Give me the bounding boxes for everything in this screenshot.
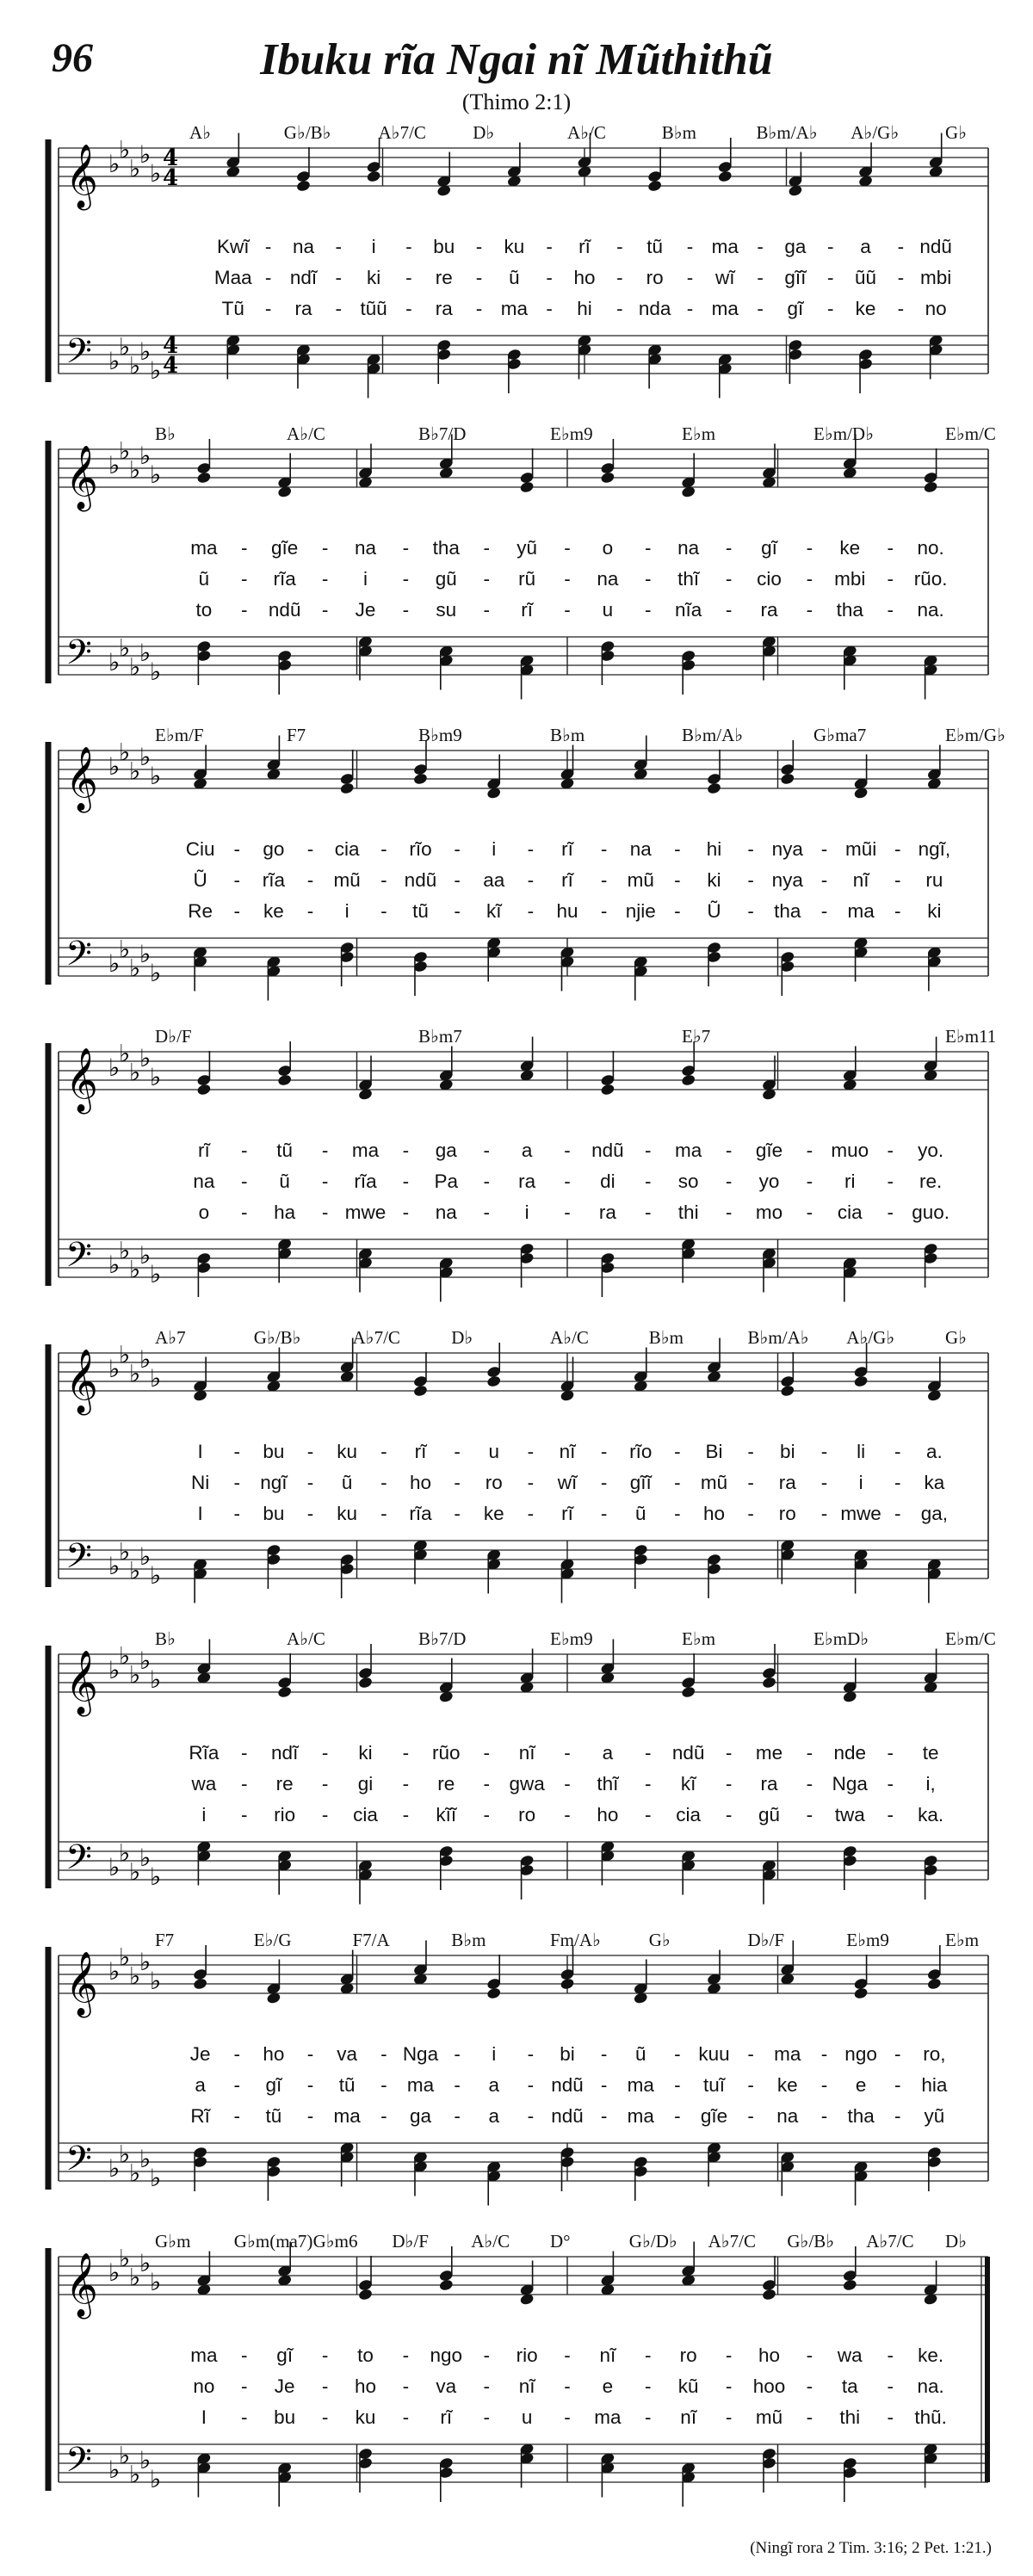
flat-icon: ♭ — [119, 135, 131, 164]
flat-icon: ♭ — [139, 1044, 152, 1072]
flat-icon: ♭ — [139, 442, 152, 470]
staff-lines — [0, 1026, 1033, 1331]
chord-symbol: A♭7/C — [378, 122, 426, 143]
bass-clef-icon: 𝄢 — [65, 934, 92, 982]
flat-icon: ♭ — [108, 648, 121, 676]
flat-icon: ♭ — [139, 2145, 152, 2173]
chord-symbol: F7 — [155, 1930, 175, 1950]
treble-clef-icon: 𝄞 — [65, 2253, 98, 2317]
flat-icon: ♭ — [119, 1943, 131, 1972]
music-system-7: 𝄞 𝄢 ♭ ♭ ♭ ♭ ♭ ♭ ♭ ♭ ♭ ♭ F7 E♭/G F7/A B♭m Fm/A♭ G♭ D♭/F E♭m9 E♭m Je - ho - va - Nga - i - bi - ũ - kuu - ma - ngo - ro, a - gĩ - tũ - ma - a - ndũ - ma - tuĩ - ke - e - hia Rĩ - tũ - ma - ga - a - ndũ - ma - gĩe - na - tha - yũ — [0, 1930, 1033, 2235]
notehead — [923, 480, 938, 493]
flat-icon: ♭ — [129, 1857, 141, 1887]
notehead — [358, 1676, 374, 1689]
flat-icon: ♭ — [139, 1345, 152, 1374]
music-system-6: 𝄞 𝄢 ♭ ♭ ♭ ♭ ♭ ♭ ♭ ♭ ♭ ♭ B♭ A♭/C B♭7/D E♭m9 E♭m E♭mD♭ E♭m/C Rĩa - ndĩ - ki - rũo - nĩ - a - ndũ - me - nde - te wa - re - gi - re - gwa - thĩ - kĩ - ra - Nga - i, i - rio - cia - kĩĩ - ro - ho - cia - gũ - twa - ka. — [0, 1628, 1033, 1934]
flat-icon: ♭ — [108, 2258, 121, 2287]
flat-icon: ♭ — [150, 1364, 162, 1393]
flat-icon: ♭ — [108, 949, 121, 978]
chord-symbol: F7 — [287, 725, 306, 745]
notehead — [600, 1083, 615, 1096]
treble-clef-icon: 𝄞 — [65, 1048, 98, 1112]
chord-symbol: G♭ — [945, 122, 968, 143]
chord-symbol: B♭m — [648, 1327, 684, 1348]
chord-symbol: G♭ — [945, 1327, 968, 1348]
chord-symbol: G♭m6 — [312, 2231, 358, 2252]
staff-lines — [0, 2231, 1033, 2536]
chord-symbol: G♭ — [648, 1930, 671, 1950]
chord-symbol: E♭m — [682, 1628, 716, 1649]
flat-icon: ♭ — [119, 1641, 131, 1671]
flat-icon: ♭ — [150, 658, 162, 686]
staff-lines — [0, 1327, 1033, 1633]
notehead — [277, 1685, 293, 1698]
chord-symbol: E♭m — [945, 1930, 980, 1950]
bass-clef-icon: 𝄢 — [65, 1838, 92, 1886]
notehead — [413, 772, 429, 785]
notehead — [438, 2278, 454, 2291]
time-signature-bottom: 4 — [162, 165, 179, 191]
flat-icon: ♭ — [129, 954, 141, 983]
flat-icon: ♭ — [108, 2154, 121, 2183]
chord-symbol: E♭m/F — [155, 725, 204, 745]
flat-icon: ♭ — [150, 1665, 162, 1694]
staff-lines — [0, 1930, 1033, 2235]
flat-icon: ♭ — [139, 2446, 152, 2474]
flat-icon: ♭ — [129, 652, 141, 682]
chord-symbol: A♭/G♭ — [851, 122, 900, 143]
chord-symbol: A♭ — [189, 122, 212, 143]
flat-icon: ♭ — [129, 1556, 141, 1585]
flat-icon: ♭ — [150, 1863, 162, 1891]
notehead — [842, 2278, 857, 2291]
treble-clef-icon: 𝄞 — [65, 1952, 98, 2016]
flat-icon: ♭ — [108, 1552, 121, 1580]
flat-icon: ♭ — [139, 1948, 152, 1976]
flat-icon: ♭ — [108, 2456, 121, 2484]
flat-icon: ♭ — [129, 2263, 141, 2292]
flat-icon: ♭ — [150, 159, 162, 188]
scripture-reference: (Thimo 2:1) — [461, 90, 572, 114]
chord-symbol: E♭m/D♭ — [813, 423, 874, 444]
chord-symbol: B♭m/A♭ — [682, 725, 744, 745]
chord-symbol: E♭m9 — [846, 1930, 889, 1950]
treble-clef-icon: 𝄞 — [65, 145, 98, 208]
notehead — [707, 781, 722, 794]
flat-icon: ♭ — [119, 633, 131, 663]
flat-icon: ♭ — [139, 1241, 152, 1269]
flat-icon: ♭ — [108, 1251, 121, 1279]
flat-icon: ♭ — [150, 460, 162, 489]
chord-symbol: D♭ — [473, 122, 495, 143]
flat-icon: ♭ — [108, 1053, 121, 1082]
notehead — [780, 772, 795, 785]
treble-clef-icon: 𝄞 — [65, 446, 98, 510]
notehead — [647, 179, 663, 192]
flat-icon: ♭ — [150, 2268, 162, 2296]
flat-icon: ♭ — [129, 1359, 141, 1388]
bass-clef-icon: 𝄢 — [65, 2139, 92, 2187]
chord-symbol: A♭/C — [471, 2231, 510, 2252]
flat-icon: ♭ — [108, 1656, 121, 1684]
flat-icon: ♭ — [119, 1039, 131, 1068]
flat-icon: ♭ — [139, 940, 152, 968]
chord-symbol: B♭7/D — [418, 1628, 467, 1649]
footnote-references: (Ningĩ rora 2 Tim. 3:16; 2 Pet. 1:21.) — [750, 2539, 992, 2557]
notehead — [196, 471, 212, 484]
flat-icon: ♭ — [150, 762, 162, 790]
chord-symbol: A♭/C — [287, 1628, 325, 1649]
flat-icon: ♭ — [108, 1355, 121, 1383]
flat-icon: ♭ — [119, 738, 131, 767]
chord-symbol: D° — [550, 2231, 571, 2252]
chord-symbol: D♭ — [945, 2231, 968, 2252]
chord-symbol: D♭/F — [155, 1026, 192, 1047]
flat-icon: ♭ — [129, 1058, 141, 1087]
notehead — [762, 1676, 777, 1689]
staff-lines — [0, 423, 1033, 729]
bass-clef-icon: 𝄢 — [65, 2440, 92, 2488]
bass-clef-icon: 𝄢 — [65, 633, 92, 681]
chord-symbol: B♭m — [451, 1930, 486, 1950]
flat-icon: ♭ — [108, 1853, 121, 1881]
chord-symbol: A♭7/C — [866, 2231, 914, 2252]
notehead — [560, 1977, 575, 1990]
flat-icon: ♭ — [129, 2159, 141, 2188]
flat-icon: ♭ — [150, 1260, 162, 1288]
chord-symbol: E♭7 — [682, 1026, 711, 1047]
notehead — [926, 1977, 942, 1990]
music-system-3: 𝄞 𝄢 ♭ ♭ ♭ ♭ ♭ ♭ ♭ ♭ ♭ ♭ E♭m/F F7 B♭m9 B♭m B♭m/A♭ G♭ma7 E♭m/G♭ Ciu - go - cia - rĩo - i - rĩ - na - hi - nya - mũi - ngĩ, Ũ - rĩa - mũ - ndũ - aa - rĩ - mũ - ki - nya - nĩ - ru Re - ke - i - tũ - kĩ - hu - njie - Ũ - tha - ma - ki — [0, 725, 1033, 1030]
notehead — [196, 1083, 212, 1096]
chord-symbol: D♭ — [451, 1327, 473, 1348]
flat-icon: ♭ — [150, 2465, 162, 2493]
treble-clef-icon: 𝄞 — [65, 1350, 98, 1413]
chord-symbol: E♭m/G♭ — [945, 725, 1005, 745]
chord-symbol: A♭/C — [550, 1327, 589, 1348]
staff-lines — [0, 725, 1033, 1030]
time-signature-bottom: 4 — [162, 353, 179, 379]
notehead — [780, 1384, 795, 1397]
chord-symbol: E♭m9 — [550, 1628, 593, 1649]
flat-icon: ♭ — [108, 752, 121, 781]
chord-symbol: D♭/F — [392, 2231, 429, 2252]
chord-symbol: A♭/C — [287, 423, 325, 444]
chord-symbol: B♭ — [155, 423, 176, 444]
flat-icon: ♭ — [150, 1967, 162, 1995]
flat-icon: ♭ — [119, 436, 131, 466]
chord-symbol: D♭/F — [747, 1930, 785, 1950]
bass-clef-icon: 𝄢 — [65, 331, 92, 380]
flat-icon: ♭ — [119, 1236, 131, 1265]
chord-symbol: A♭/C — [567, 122, 606, 143]
flat-icon: ♭ — [139, 743, 152, 771]
flat-icon: ♭ — [119, 2441, 131, 2470]
chord-symbol: E♭m11 — [945, 1026, 997, 1047]
chord-symbol: G♭m(ma7) — [233, 2231, 313, 2252]
notehead — [413, 1384, 429, 1397]
flat-icon: ♭ — [129, 154, 141, 183]
flat-icon: ♭ — [139, 1542, 152, 1571]
flat-icon: ♭ — [139, 1844, 152, 1872]
flat-icon: ♭ — [119, 1537, 131, 1566]
chord-symbol: E♭m/C — [945, 423, 996, 444]
flat-icon: ♭ — [129, 351, 141, 380]
chord-symbol: A♭7/C — [352, 1327, 400, 1348]
chord-symbol: B♭m/A♭ — [756, 122, 818, 143]
flat-icon: ♭ — [129, 757, 141, 786]
music-system-2: 𝄞 𝄢 ♭ ♭ ♭ ♭ ♭ ♭ ♭ ♭ ♭ ♭ B♭ A♭/C B♭7/D E♭m9 E♭m E♭m/D♭ E♭m/C ma - gĩe - na - tha - yũ - o - na - gĩ - ke - no. ũ - rĩa - i - gũ - rũ - na - thĩ - cio - mbi - rũo. to - ndũ - Je - su - rĩ - u - nĩa - ra - tha - na. — [0, 423, 1033, 729]
chord-symbol: E♭m — [682, 423, 716, 444]
chord-symbol: B♭m — [550, 725, 585, 745]
flat-icon: ♭ — [150, 1561, 162, 1590]
chord-symbol: B♭m9 — [418, 725, 462, 745]
treble-clef-icon: 𝄞 — [65, 1651, 98, 1714]
notehead — [193, 1977, 208, 1990]
chord-symbol: B♭m7 — [418, 1026, 462, 1047]
flat-icon: ♭ — [150, 959, 162, 987]
flat-icon: ♭ — [139, 639, 152, 667]
flat-icon: ♭ — [119, 1340, 131, 1369]
flat-icon: ♭ — [119, 1838, 131, 1868]
chord-symbol: A♭/G♭ — [846, 1327, 895, 1348]
chord-symbol: B♭7/D — [418, 423, 467, 444]
flat-icon: ♭ — [139, 2249, 152, 2277]
time-signature-top: 4 — [162, 145, 179, 171]
chord-symbol: E♭m/C — [945, 1628, 996, 1649]
notehead — [681, 1073, 696, 1086]
flat-icon: ♭ — [139, 337, 152, 366]
flat-icon: ♭ — [129, 2460, 141, 2489]
treble-clef-icon: 𝄞 — [65, 747, 98, 811]
chord-symbol: G♭ma7 — [813, 725, 867, 745]
chord-symbol: G♭/B♭ — [253, 1327, 301, 1348]
notehead — [486, 1986, 502, 1999]
flat-icon: ♭ — [129, 1961, 141, 1991]
flat-icon: ♭ — [108, 1957, 121, 1986]
hymn-number: 96 — [52, 35, 93, 81]
hymn-header — [0, 0, 1033, 112]
flat-icon: ♭ — [150, 2164, 162, 2192]
music-system-8: 𝄞 𝄢 ♭ ♭ ♭ ♭ ♭ ♭ ♭ ♭ ♭ ♭ G♭m G♭m(ma7) G♭m6 D♭/F A♭/C D° G♭/D♭ A♭7/C G♭/B♭ A♭7/C D♭ ma - gĩ - to - ngo - rio - nĩ - ro - ho - wa - ke. no - Je - ho - va - nĩ - e - kũ - hoo - ta - na. I - bu - ku - rĩ - u - ma - nĩ - mũ - thi - thũ. — [0, 2231, 1033, 2536]
chord-symbol: A♭7/C — [708, 2231, 757, 2252]
chord-symbol: B♭m/A♭ — [747, 1327, 809, 1348]
flat-icon: ♭ — [108, 150, 121, 178]
notehead — [681, 1685, 696, 1698]
music-system-4: 𝄞 𝄢 ♭ ♭ ♭ ♭ ♭ ♭ ♭ ♭ ♭ ♭ D♭/F B♭m7 E♭7 E♭m11 rĩ - tũ - ma - ga - a - ndũ - ma - gĩe - muo - yo. na - ũ - rĩa - Pa - ra - di - so - yo - ri - re. o - ha - mwe - na - i - ra - thi - mo - cia - guo. — [0, 1026, 1033, 1331]
notehead — [486, 1374, 502, 1387]
chord-symbol: E♭mD♭ — [813, 1628, 869, 1649]
chord-symbol: B♭m — [661, 122, 696, 143]
chord-symbol: G♭m — [155, 2231, 191, 2252]
chord-symbol: F7/A — [352, 1930, 390, 1950]
chord-symbol: G♭/B♭ — [283, 122, 331, 143]
bass-clef-icon: 𝄢 — [65, 1536, 92, 1585]
notehead — [600, 471, 615, 484]
chord-symbol: E♭m9 — [550, 423, 593, 444]
music-system-1: 𝄞 𝄢 ♭ ♭ ♭ ♭ ♭ ♭ ♭ ♭ ♭ ♭ 4 4 4 4 A♭ G♭/B♭ A♭7/C D♭ A♭/C B♭m B♭m/A♭ A♭/G♭ G♭ Kwĩ - na - i - bu - ku - rĩ - tũ - ma - ga - a - ndũ Maa - ndĩ - ki - re - ũ - ho - ro - wĩ - gĩĩ - ũũ - mbi Tũ - ra - tũũ - ra - ma - hi - nda - ma - gĩ - ke - no — [0, 122, 1033, 428]
chord-symbol: Fm/A♭ — [550, 1930, 601, 1950]
time-signature-top: 4 — [162, 333, 179, 359]
flat-icon: ♭ — [119, 2140, 131, 2169]
bass-clef-icon: 𝄢 — [65, 1235, 92, 1283]
notehead — [717, 170, 733, 182]
flat-icon: ♭ — [119, 2244, 131, 2273]
flat-icon: ♭ — [119, 332, 131, 361]
chord-symbol: G♭/B♭ — [787, 2231, 835, 2252]
chord-symbol: G♭/D♭ — [628, 2231, 677, 2252]
chord-symbol: A♭7 — [155, 1327, 186, 1348]
hymn-title: Ibuku rĩa Ngai nĩ Mũthithũ — [260, 35, 773, 84]
flat-icon: ♭ — [108, 347, 121, 375]
notehead — [519, 480, 535, 493]
music-system-5: 𝄞 𝄢 ♭ ♭ ♭ ♭ ♭ ♭ ♭ ♭ ♭ ♭ A♭7 G♭/B♭ A♭7/C D♭ A♭/C B♭m B♭m/A♭ A♭/G♭ G♭ I - bu - ku - rĩ - u - nĩ - rĩo - Bi - bi - li - a. Ni - ngĩ - ũ - ho - ro - wĩ - gĩĩ - mũ - ra - i - ka I - bu - ku - rĩa - ke - rĩ - ũ - ho - ro - mwe - ga, — [0, 1327, 1033, 1633]
notehead — [358, 2288, 374, 2301]
notehead — [296, 179, 312, 192]
flat-icon: ♭ — [129, 1660, 141, 1690]
flat-icon: ♭ — [119, 935, 131, 964]
notehead — [853, 1986, 869, 1999]
notehead — [339, 781, 355, 794]
flat-icon: ♭ — [129, 455, 141, 485]
flat-icon: ♭ — [139, 1646, 152, 1675]
flat-icon: ♭ — [139, 140, 152, 169]
flat-icon: ♭ — [108, 451, 121, 479]
notehead — [853, 1374, 869, 1387]
flat-icon: ♭ — [150, 1063, 162, 1091]
flat-icon: ♭ — [150, 356, 162, 385]
notehead — [366, 170, 381, 182]
notehead — [277, 1073, 293, 1086]
chord-symbol: E♭/G — [253, 1930, 292, 1950]
chord-symbol: B♭ — [155, 1628, 176, 1649]
flat-icon: ♭ — [129, 1255, 141, 1284]
notehead — [762, 2288, 777, 2301]
